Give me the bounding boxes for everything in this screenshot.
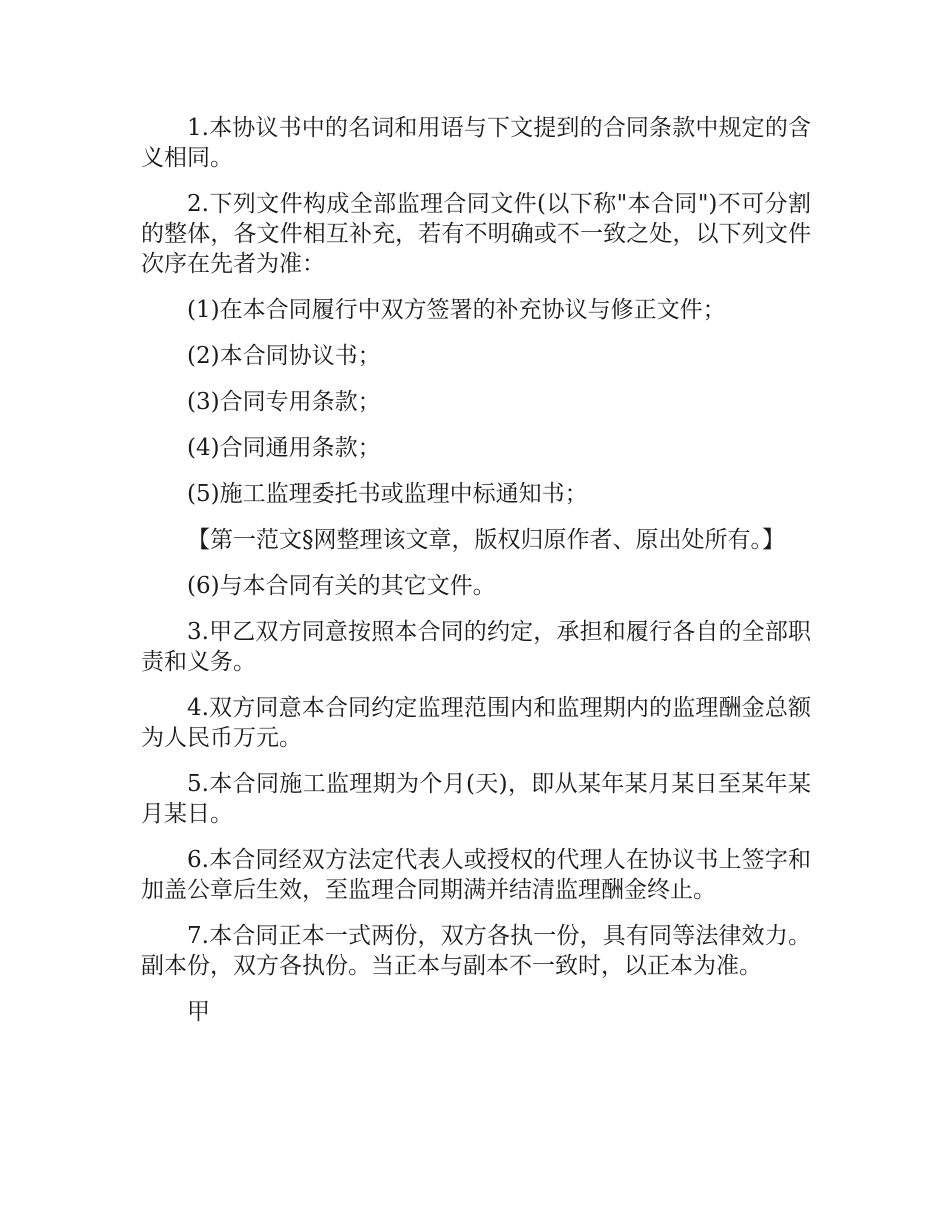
paragraph-clause-1: 1.本协议书中的名词和用语与下文提到的合同条款中规定的含义相同。: [141, 115, 811, 171]
copyright-notice: 【第一范文§网整理该文章，版权归原作者、原出处所有。】: [187, 527, 785, 553]
list-item-document-2: (2)本合同协议书；: [187, 343, 381, 369]
paragraph-clause-5: 5.本合同施工监理期为个月(天)，即从某年某月某日至某年某月某日。: [141, 771, 811, 827]
document-body: [141, 113, 811, 1043]
list-item-document-3: (3)合同专用条款；: [187, 389, 381, 415]
paragraph-clause-2: 2.下列文件构成全部监理合同文件(以下称"本合同")不可分割的整体，各文件相互补充，若有不明确或不一致之处，以下列文件次序在先者为准：: [141, 191, 811, 277]
paragraph-clause-4: 4.双方同意本合同约定监理范围内和监理期内的监理酬金总额为人民币万元。: [141, 695, 811, 751]
paragraph-clause-7: 7.本合同正本一式两份，双方各执一份，具有同等法律效力。副本份，双方各执份。当正本与副本不一致时，以正本为准。: [141, 923, 811, 979]
list-item-document-4: (4)合同通用条款；: [187, 435, 381, 461]
paragraph-clause-6: 6.本合同经双方法定代表人或授权的代理人在协议书上签字和加盖公章后生效，至监理合同期满并结清监理酬金终止。: [141, 847, 811, 903]
list-item-document-1: (1)在本合同履行中双方签署的补充协议与修正文件；: [187, 297, 726, 323]
paragraph-clause-3: 3.甲乙双方同意按照本合同的约定，承担和履行各自的全部职责和义务。: [141, 619, 811, 675]
list-item-document-5: (5)施工监理委托书或监理中标通知书；: [187, 481, 588, 507]
list-item-document-6: (6)与本合同有关的其它文件。: [187, 573, 496, 599]
party-a-label: 甲: [187, 999, 210, 1025]
